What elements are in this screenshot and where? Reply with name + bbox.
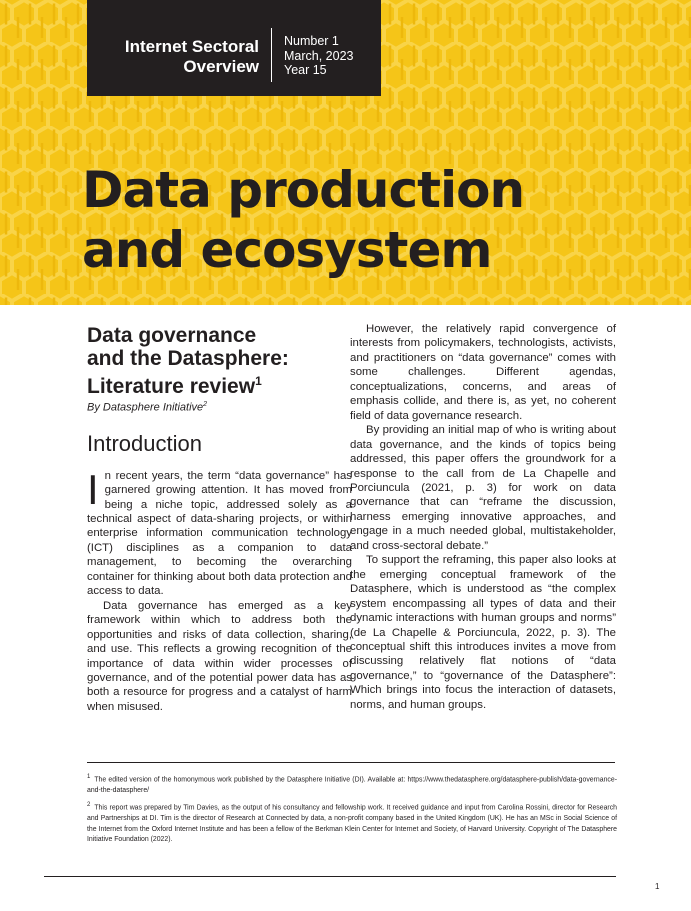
left-column [87,322,352,714]
series-title-line1: Internet Sectoral [124,37,259,56]
article-title-line1: Data governance [87,324,257,347]
byline [87,398,352,415]
body-paragraph [87,465,352,599]
issue-number: Number 1 [284,34,339,48]
page-number: 1 [655,882,660,891]
footnote-ref-2[interactable]: 2 [203,401,208,408]
footnote-2 [87,800,617,845]
hero-banner [0,0,691,305]
drop-cap: I [87,465,99,513]
issue-info [284,34,353,78]
issue-year: Year 15 [284,63,327,77]
footnote-mark: 1 [87,774,91,780]
article-title [87,324,352,398]
body-paragraph: Data governance has emerged as a key framework within which to address both the opportunities and risks of data collection, sharing, and use. This reflects a growing recognition of the importance of data within wider processes of governance, and of the potential power data has as both a resource for progress and a catalyst of harm when misused. [87,599,352,713]
issue-date: March, 2023 [284,48,354,63]
footnote-1 [87,772,617,796]
footnotes [87,772,617,850]
footnote-divider [87,762,615,763]
masthead-divider [271,28,272,82]
footnote-mark: 2 [87,802,91,809]
byline-text: By Datasphere Initiative [87,401,204,414]
hero-title-line2: and ecosystem [82,221,492,279]
article-title-line2: and the Datasphere: [87,347,289,370]
article-title-line3-text: Literature review [87,375,256,398]
right-column [350,322,616,712]
footnote-ref-1[interactable]: 1 [255,374,262,388]
series-title-line2: Overview [183,57,259,76]
body-paragraph-text: n recent years, the term “data governance” has garnered growing attention. It has moved from being a niche topic, addressed solely as a technical aspect of data-sharing projects, or within enterprise information communication technology (ICT) disciplines as a companion to data management, to becoming the overarching container for thinking about both data protection and access to data. [87,469,352,598]
page-bottom-divider [44,876,616,877]
hero-title [82,160,682,280]
body-paragraph: To support the reframing, this paper also looks at the emerging conceptual framework of the Datasphere, which is understood as “the complex system encompassing all types of data and their dynamic interactions with human groups and norms” (de La Chapelle & Porciuncula, 2022, p. 3). The conceptual shift this introduces invites a move from discussing relatively flat notions of “data governance,” to “governance of the Datasphere”: Which brings into focus the interaction of datasets, norms, and human groups. [350,554,616,711]
body-paragraph: However, the relatively rapid convergence of interests from policymakers, technologists, activists, and practitioners on “data governance” comes with some challenges. Different agendas, conceptualizations, concerns, and areas of emphasis collide, and there is, as yet, no coherent field of data governance research. [350,323,616,422]
section-heading: Introduction [87,430,202,456]
footnote-text: This report was prepared by Tim Davies, as the output of his consultancy and fellowship work. It received guidance and input from Carolina Rossini, director for Research and Partnerships at DI. Tim is the director of Research at Connected by data, a non-profit company based in the United Kingdom (UK). He has an MSc in Social Science of the Internet from the Oxford Internet Institute and has been a fellow of the Berkman Klein Center for Internet and Society, of Harvard University. Copyright of The Datasphere Initiative Foundation (2022). [87,804,617,844]
hero-title-line1: Data production [82,161,525,219]
article-title-line3 [87,370,352,398]
body-paragraph: By providing an initial map of who is writing about data governance, and the kinds of topics being addressed, this paper offers the groundwork for a response to the call from de La Chapelle and Porciuncula (2021, p. 3) for work on data governance that can “reframe the discussion, harness emerging innovative approaches, and engage in a much needed global, multistakeholder, and cross-sectoral debate.” [350,424,616,552]
series-title [99,37,259,77]
footnote-text: The edited version of the homonymous work published by the Datasphere Initiative (DI). Available at: https://www.thedatasphere.org/datasphere-publish/data-governance-and-the-datasphere/ [87,776,617,794]
masthead [87,0,381,96]
